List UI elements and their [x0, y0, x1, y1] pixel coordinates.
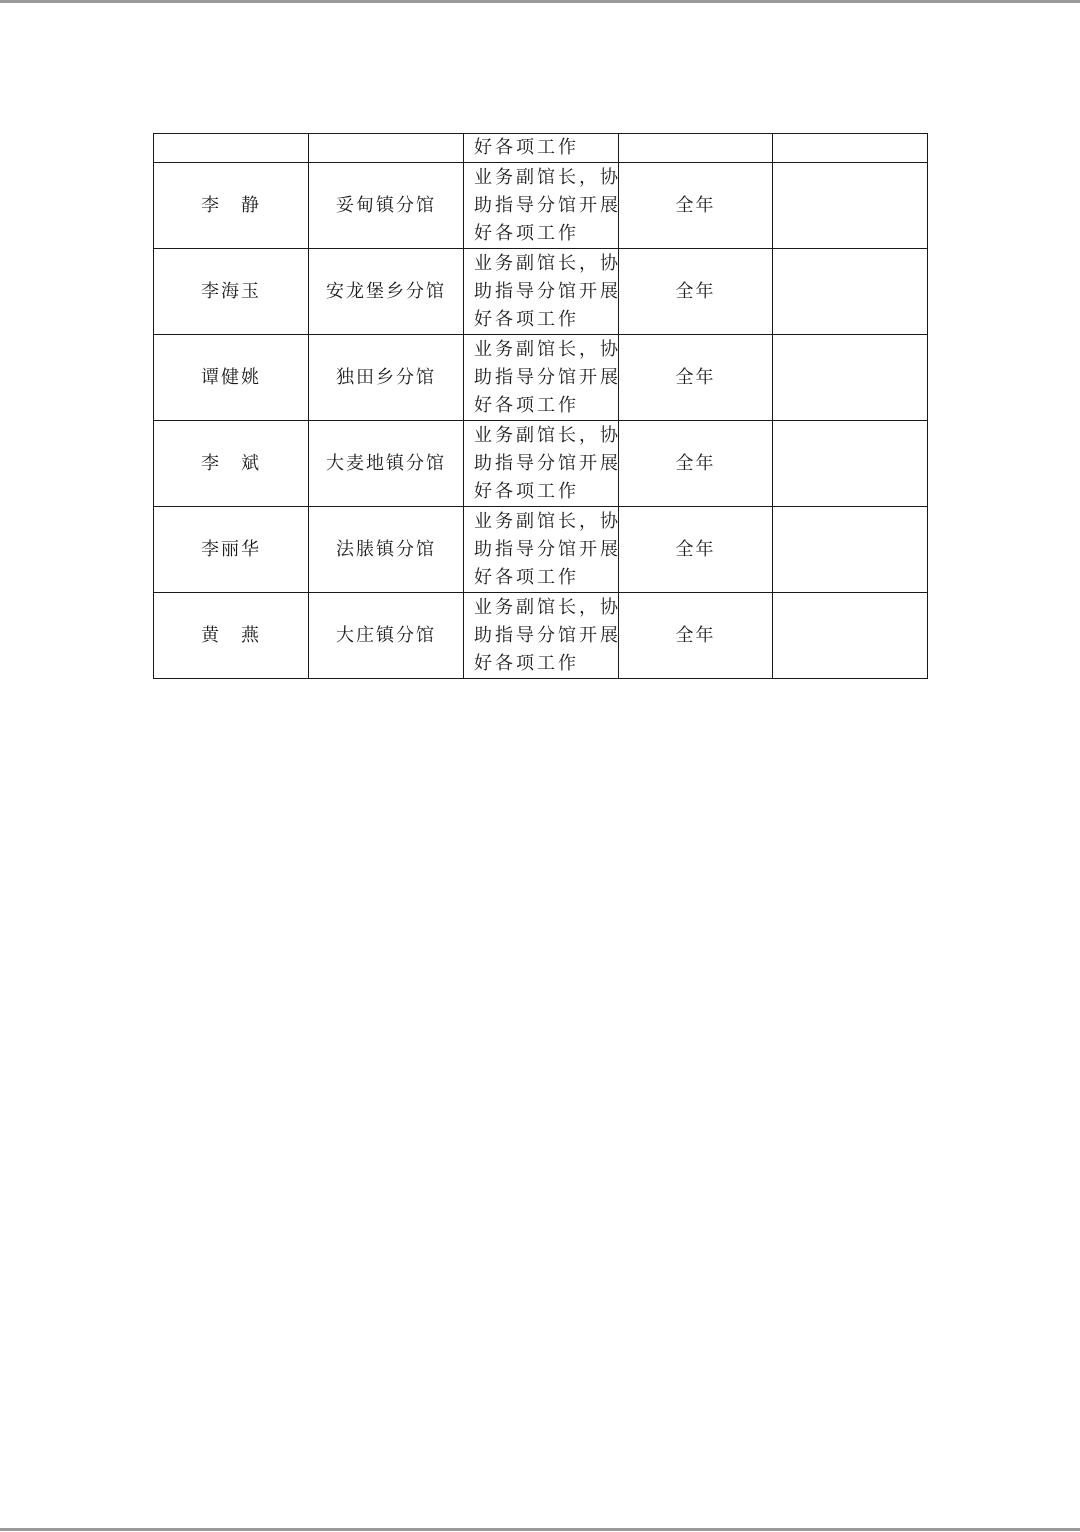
branch-cell: 独田乡分馆 [309, 335, 464, 421]
duty-line: 好各项工作 [474, 566, 579, 588]
table-row [154, 335, 928, 421]
period-cell: 全年 [619, 249, 773, 335]
table-row [154, 163, 928, 249]
duty-line: 助指导分馆开展 [474, 538, 621, 560]
duty-line: 好各项工作 [474, 652, 579, 674]
period-cell: 全年 [619, 593, 773, 679]
duty-line: 业务副馆长，协 [474, 252, 621, 274]
duty-cell [464, 134, 619, 163]
branch-cell: 妥甸镇分馆 [309, 163, 464, 249]
page-bottom-border [0, 1528, 1080, 1531]
period-cell [619, 134, 773, 163]
duty-line: 好各项工作 [474, 394, 579, 416]
note-cell [773, 421, 928, 507]
duty-line: 好各项工作 [474, 308, 579, 330]
duty-line: 业务副馆长，协 [474, 424, 621, 446]
duty-cell [464, 593, 619, 679]
duty-line: 助指导分馆开展 [474, 194, 621, 216]
duty-line: 业务副馆长，协 [474, 596, 621, 618]
table-row-continued [154, 134, 928, 163]
name-cell: 李 静 [154, 163, 309, 249]
table-row [154, 249, 928, 335]
duty-line: 业务副馆长，协 [474, 166, 621, 188]
duty-line: 业务副馆长，协 [474, 338, 621, 360]
branch-cell: 大庄镇分馆 [309, 593, 464, 679]
note-cell [773, 249, 928, 335]
duty-cell [464, 335, 619, 421]
duty-line: 好各项工作 [474, 480, 579, 502]
duty-cell [464, 421, 619, 507]
duty-cell [464, 507, 619, 593]
branch-cell: 大麦地镇分馆 [309, 421, 464, 507]
branch-cell: 法脿镇分馆 [309, 507, 464, 593]
staff-assignment-table [153, 133, 928, 679]
name-cell: 李海玉 [154, 249, 309, 335]
duty-line: 业务副馆长，协 [474, 510, 621, 532]
period-cell: 全年 [619, 163, 773, 249]
period-cell: 全年 [619, 335, 773, 421]
period-cell: 全年 [619, 507, 773, 593]
duty-line: 好各项工作 [474, 137, 579, 158]
note-cell [773, 163, 928, 249]
name-cell: 谭健姚 [154, 335, 309, 421]
note-cell [773, 134, 928, 163]
duty-line: 助指导分馆开展 [474, 624, 621, 646]
name-cell [154, 134, 309, 163]
branch-cell [309, 134, 464, 163]
note-cell [773, 335, 928, 421]
duty-line: 助指导分馆开展 [474, 452, 621, 474]
table-row [154, 507, 928, 593]
duty-line: 好各项工作 [474, 222, 579, 244]
duty-line: 助指导分馆开展 [474, 280, 621, 302]
note-cell [773, 507, 928, 593]
name-cell: 黄 燕 [154, 593, 309, 679]
duty-cell [464, 163, 619, 249]
name-cell: 李丽华 [154, 507, 309, 593]
duty-cell [464, 249, 619, 335]
duty-line: 助指导分馆开展 [474, 366, 621, 388]
note-cell [773, 593, 928, 679]
period-cell: 全年 [619, 421, 773, 507]
table-row [154, 421, 928, 507]
table-row [154, 593, 928, 679]
branch-cell: 安龙堡乡分馆 [309, 249, 464, 335]
name-cell: 李 斌 [154, 421, 309, 507]
